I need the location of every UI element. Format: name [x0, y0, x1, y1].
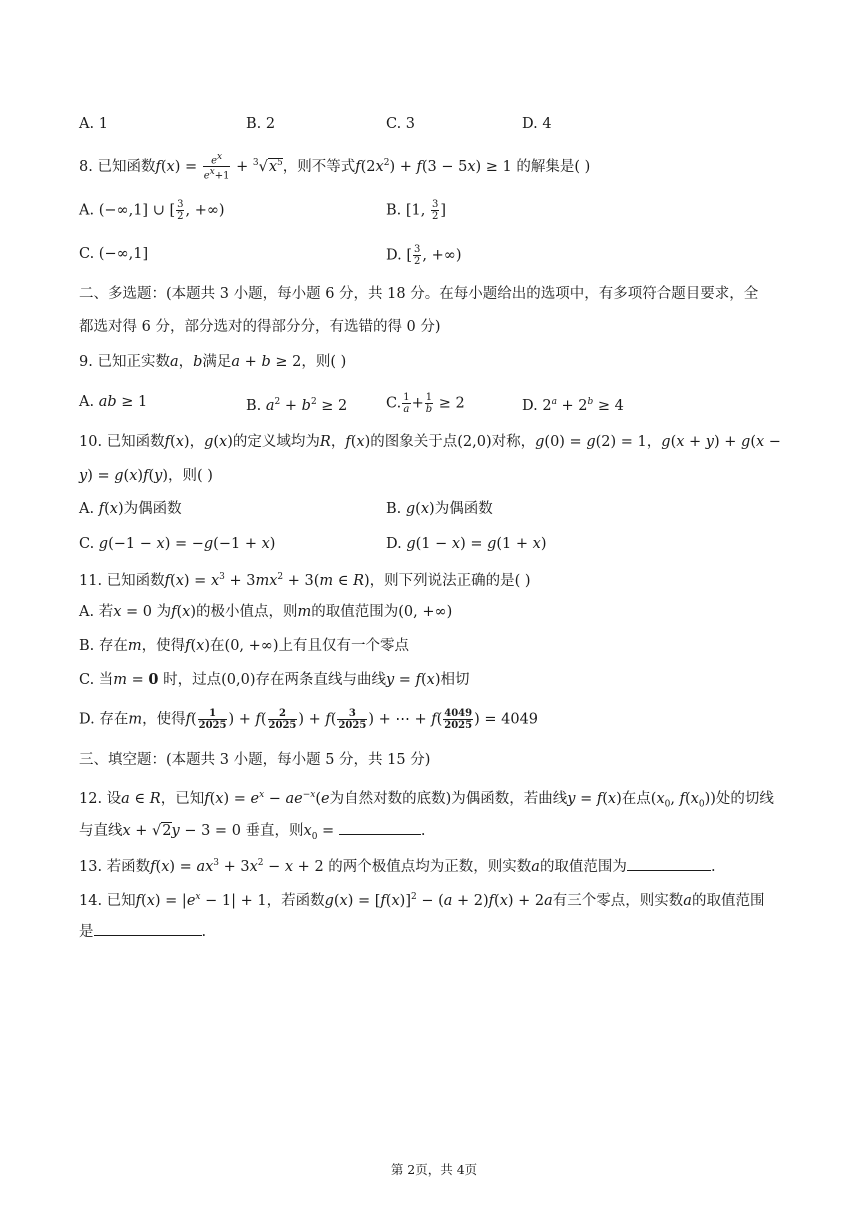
q11-stem: 11. 已知函数$f(x) = x^3 + 3mx^2 + 3(m$ ∈ R)，则下列说法正确的是( ) — [79, 572, 531, 589]
q9-option-d: D. $2^a + 2^b \ge 4$ — [522, 397, 624, 414]
q8-option-d: D. [ $\frac{3}{2}$ , +∞) — [386, 244, 462, 267]
q10-stem-line1: 10. 已知函数f(x)，g(x)的定义域均为R，f(x)的图象关于点(2,0)对称，g(0) = g(2) = 1，g(x + y) + g(x − — [79, 434, 781, 450]
q7-option-b: B. 2 — [246, 116, 276, 132]
q7-option-a: A. 1 — [79, 116, 108, 132]
q14-answer-blank[interactable] — [94, 921, 202, 936]
q13-stem: 13. 若函数$f(x) = ax^3 + 3x^2 - x + 2$ 的两个极值点均为正数，则实数a的取值范围为 . — [79, 853, 716, 877]
q10-option-a: A. f(x)为偶函数 — [79, 501, 182, 517]
q14-stem-line1: 14. 已知$f(x) = |e^x - 1| + 1$，若函数$g(x) = [f(x)]^2 - (a + 2)f(x) + 2a$有三个零点，则实数a的取值范围 — [79, 892, 765, 909]
q9-option-b: B. $a^2 + b^2 \ge 2$ — [246, 397, 348, 414]
q10-option-b: B. g(x)为偶函数 — [386, 501, 493, 517]
section2-heading-line1: 二、多选题：(本题共 3 小题，每小题 6 分，共 18 分。在每小题给出的选项中，有多项符合题目要求，全 — [79, 286, 759, 302]
q8-stem: 8. 已知函数f(x) = $\frac{e^x}{e^x+1}$ + $^3√x^5$，则不等式$f(2x^2) + f(3 - 5x) \ge 1$ 的解集是( ) — [79, 152, 591, 182]
q9-option-c: C. $\frac{1}{a}$ + $\frac{1}{b}$ ≥ 2 — [386, 392, 465, 415]
q13-answer-blank[interactable] — [627, 856, 711, 871]
section2-heading-line2: 都选对得 6 分，部分选对的得部分分，有选错的得 0 分) — [79, 319, 441, 335]
q12-stem-line1: 12. 设a ∈ R，已知$f(x) = e^x - ae^{-x}(e$为自然对数的底数)为偶函数，若曲线y = f(x)在点($x_0$, $f(x_0)$)处的切线 — [79, 790, 774, 810]
q7-option-c: C. 3 — [386, 116, 416, 132]
q10-option-c: C. g(−1 − x) = −g(−1 + x) — [79, 536, 276, 552]
q11-option-a: A. 若x = 0 为f(x)的极小值点，则m的取值范围为(0, +∞) — [79, 604, 453, 620]
q9-option-a: A. ab ≥ 1 — [79, 394, 148, 410]
q8-option-a: A. (−∞,1] ∪ [ $\frac{3}{2}$ , +∞) — [79, 199, 225, 222]
q10-option-d: D. g(1 − x) = g(1 + x) — [386, 536, 547, 552]
q12-answer-blank[interactable] — [339, 820, 421, 835]
q11-option-b: B. 存在m，使得f(x)在(0, +∞)上有且仅有一个零点 — [79, 638, 410, 654]
q9-stem: 9. 已知正实数a，b满足a + b ≥ 2，则( ) — [79, 354, 347, 370]
q14-stem-line2: 是 . — [79, 921, 206, 942]
q8-option-c: C. (−∞,1] — [79, 246, 149, 262]
q11-option-c: C. 当m = 0 时，过点(0,0)存在两条直线与曲线y = f(x)相切 — [79, 671, 470, 688]
q10-stem-line2: y) = g(x)f(y)，则( ) — [79, 468, 213, 484]
q12-stem-line2: 与直线x + √2y − 3 = 0 垂直，则$x_0$ = . — [79, 820, 425, 847]
q8-option-b: B. [1, $\frac{3}{2}$ ] — [386, 199, 447, 222]
page-footer: 第 2页，共 4页 — [390, 1162, 478, 1177]
q7-option-d: D. 4 — [522, 116, 552, 132]
q11-option-d: D. 存在m，使得f( $\frac{1}{2025}$ ) + f( $\frac{2}{2025}$ ) + f( $\frac{3}{2025}$ ) + ⋯ + f( $\frac{4049}{2025}$ ) = 4049 — [79, 708, 539, 731]
section3-heading: 三、填空题：(本题共 3 小题，每小题 5 分，共 15 分) — [79, 752, 431, 768]
